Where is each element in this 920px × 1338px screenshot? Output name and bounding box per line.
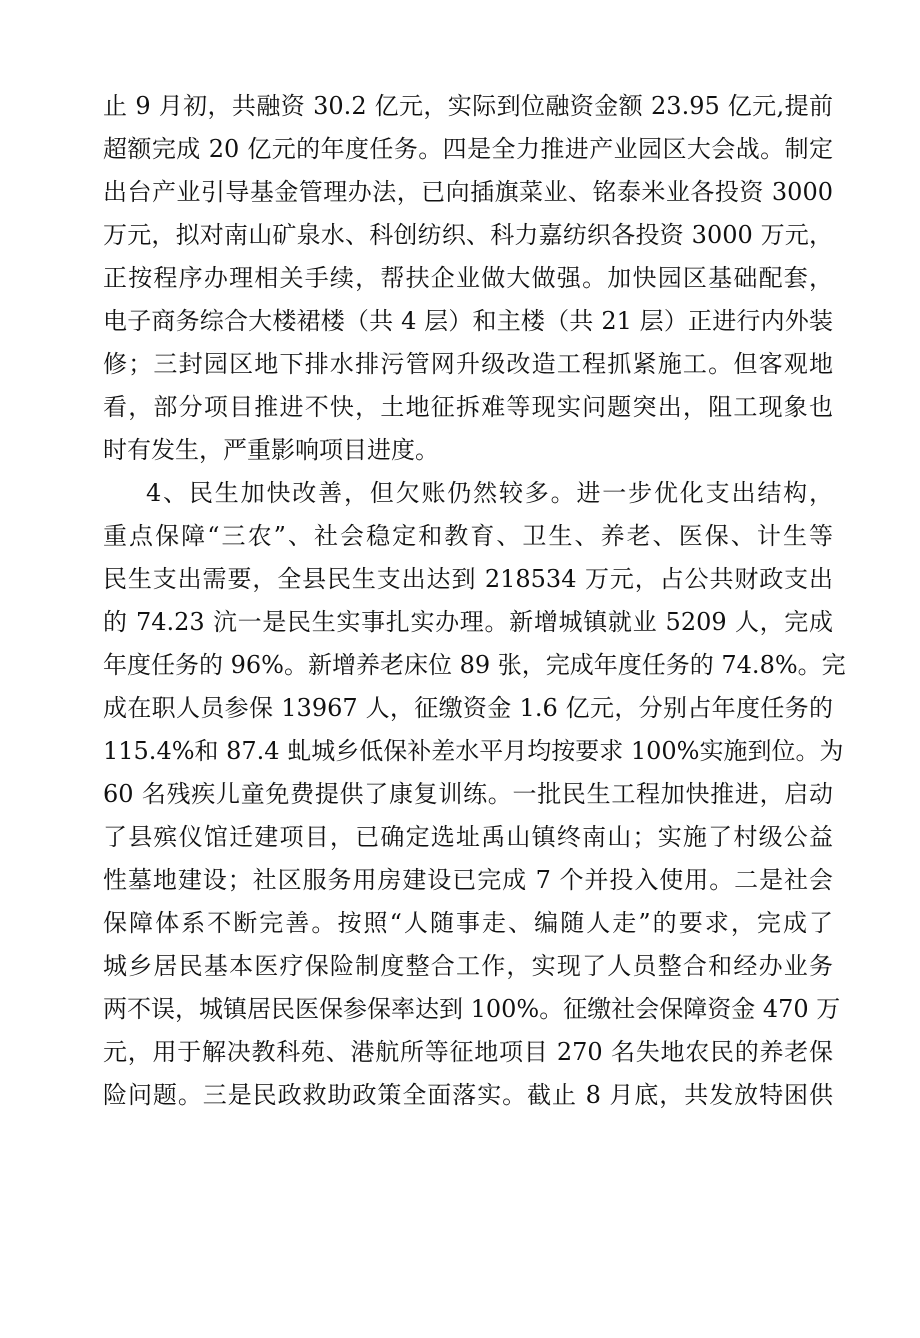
text-line: 了县殡仪馆迁建项目，已确定选址禹山镇终南山；实施了村级公益 — [103, 823, 833, 851]
text-line: 元，用于解决教科苑、港航所等征地项目 270 名失地农民的养老保 — [103, 1038, 833, 1066]
text-line: 修；三封园区地下排水排污管网升级改造工程抓紧施工。但客观地 — [103, 350, 833, 378]
text-line: 正按程序办理相关手续，帮扶企业做大做强。加快园区基础配套， — [103, 264, 833, 292]
text-line: 保障体系不断完善。按照“人随事走、编随人走”的要求，完成了 — [103, 909, 833, 937]
text-line: 看，部分项目推进不快，土地征拆难等现实问题突出，阻工现象也 — [103, 393, 833, 421]
text-line: 性墓地建设；社区服务用房建设已完成 7 个并投入使用。二是社会 — [103, 866, 833, 894]
text-line: 万元，拟对南山矿泉水、科创纺织、科力嘉纺织各投资 3000 万元， — [103, 221, 833, 249]
text-line: 出台产业引导基金管理办法，已向插旗菜业、铭泰米业各投资 3000 — [103, 178, 833, 206]
text-line: 重点保障“三农”、社会稳定和教育、卫生、养老、医保、计生等 — [103, 522, 833, 550]
text-line: 电子商务综合大楼裙楼（共 4 层）和主楼（共 21 层）正进行内外装 — [103, 307, 833, 335]
text-line: 险问题。三是民政救助政策全面落实。截止 8 月底，共发放特困供 — [103, 1081, 833, 1109]
text-line: 民生支出需要，全县民生支出达到 218534 万元，占公共财政支出 — [103, 565, 833, 593]
text-line: 115.4%和 87.4 虬城乡低保补差水平月均按要求 100%实施到位。为 — [103, 737, 844, 765]
text-line: 时有发生，严重影响项目进度。 — [103, 436, 439, 464]
text-line: 两不误，城镇居民医保参保率达到 100%。征缴社会保障资金 470 万 — [103, 995, 841, 1023]
text-line: 60 名残疾儿童免费提供了康复训练。一批民生工程加快推进，启动 — [103, 780, 833, 808]
text-line: 年度任务的 96%。新增养老床位 89 张，完成年度任务的 74.8%。完 — [103, 651, 846, 679]
text-line: 超额完成 20 亿元的年度任务。四是全力推进产业园区大会战。制定 — [103, 135, 833, 163]
text-line: 止 9 月初，共融资 30.2 亿元，实际到位融资金额 23.95 亿元,提前 — [103, 92, 833, 120]
text-line: 4、民生加快改善，但欠账仍然较多。进一步优化支出结构， — [146, 479, 833, 507]
text-line: 的 74.23 沆一是民生实事扎实办理。新增城镇就业 5209 人，完成 — [103, 608, 833, 636]
text-line: 成在职人员参保 13967 人，征缴资金 1.6 亿元，分别占年度任务的 — [103, 694, 833, 722]
text-line: 城乡居民基本医疗保险制度整合工作，实现了人员整合和经办业务 — [103, 952, 833, 980]
